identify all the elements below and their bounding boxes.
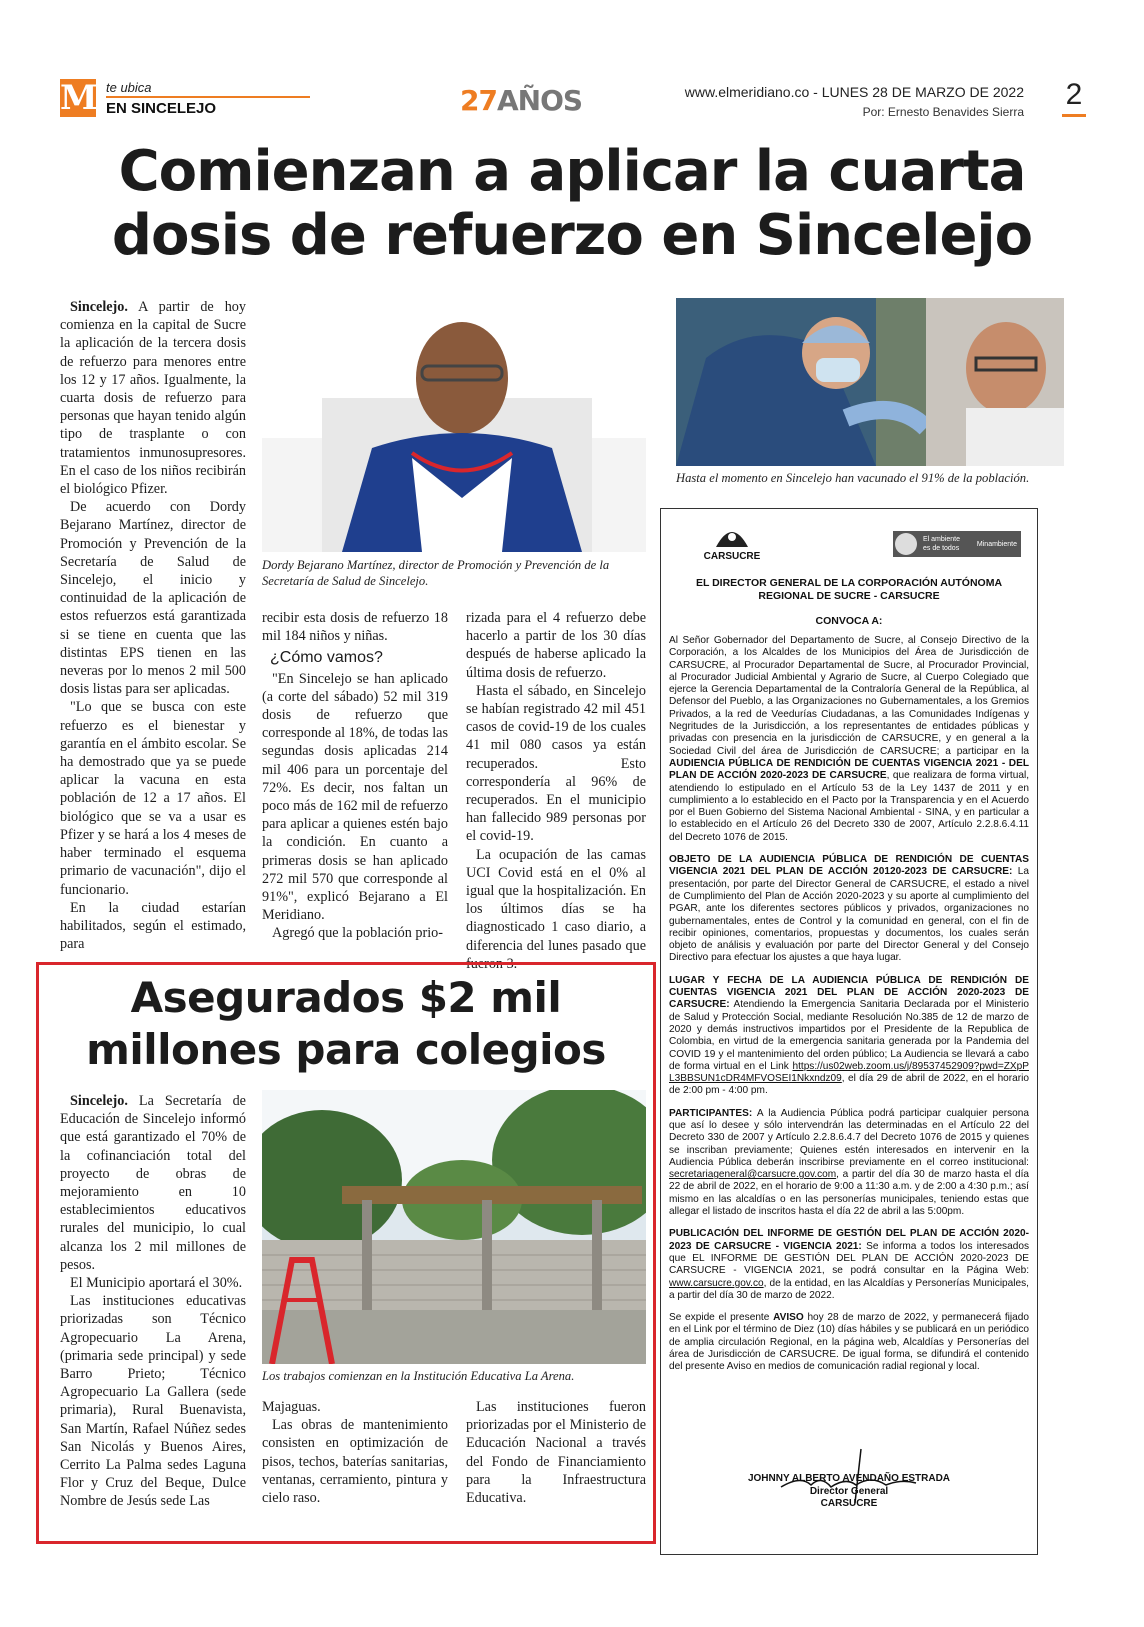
ad-title (671, 577, 1027, 603)
ad-text: , que realizara de forma virtual, atendiendo lo estipulado en el Artículo 53 de la Ley 1437 de 2011 y en cumplimiento a lo establecido en el Pacto por la Transparencia y en el Acuerdo por el Buen Gobierno del Sistema Nacional Ambiental - SINA, y en particular a lo establecido en el Artículo 26 del Decreto 330 de 2007, Artículo 2.2.8.6.4.11 del Decreto 1076 de 2015. (669, 770, 1029, 843)
dateline: www.elmeridiano.co - LUNES 28 DE MARZO DE 2022 (684, 84, 1024, 100)
article1-column-1 (60, 298, 246, 953)
ad-text: Al Señor Gobernador del Departamento de Sucre, al Consejo Directivo de la Corporación, a los Alcaldes de los Municipios del Área de Jurisdicción de CARSUCRE, al Procurador Departamental de Sucre, al Procurador Provincial, al Procurador Judicial Ambiental y Agrario de Sucre, al Cuerpo Colegiado que ejerce la Gerencia Departamental de la Contraloría General de la República, al Defensor del Pueblo, a las Organizaciones no Gubernamentales, a los Gremios Privados, a la red de Veedurías Ciudadanas, a las Comunidades Indígenas y Negritudes de la Jurisdicción, a los representantes de entidades públicas y privadas con presencia en la jurisdicción de CARSUCRE, y en general a la Sociedad Civil del área de Jurisdicción de CARSUCRE; a participar en la (669, 635, 1029, 757)
ad-text: , a partir del día 30 de marzo hasta el día 22 de abril de 2022, en el horario de 9:00 a 11:30 a.m. y de 2:00 a 4:30 p.m.; así mismo en las alcaldías o en las personerías municipales, teniendo estas que allegar el listado de inscritos hasta el día 22 de abril a las 5:00pm. (669, 1169, 1029, 1218)
signer-name: JOHNNY ALBERTO AVENDAÑO ESTRADA (747, 1473, 951, 1484)
ad-convoca: CONVOCA A: (815, 615, 883, 627)
subheading: ¿Cómo vamos? (270, 649, 383, 667)
badge-line: El ambiente (923, 536, 960, 543)
ad-paragraph (669, 1228, 1029, 1302)
paragraph: Agregó que la población prio- (272, 925, 443, 942)
paragraph: Las instituciones fueron priorizadas por el Ministerio de Educación Nacional a través del Fondo de Financiamiento para la Infraestructura Educativa. (466, 1399, 646, 1507)
ad-text: , el día 29 de abril de 2022, en el horario de 2:00 pm - 4:00 pm. (669, 1073, 1029, 1097)
ad-bold-text: PARTICIPANTES: (669, 1107, 753, 1119)
ad-paragraph (669, 854, 1029, 965)
ad-text: Se informa a todos los interesados que EL INFORME DE GESTIÓN DEL PLAN DE ACCIÓN 2020-2023 DE CARSUCRE - VIGENCIA 2021, se podrá consultar en la Página Web: (669, 1240, 1029, 1277)
government-badge (893, 531, 1021, 557)
main-headline: Comienzan a aplicar la cuarta dosis de refuerzo en Sincelejo (111, 139, 1033, 268)
school-construction-image (262, 1090, 646, 1364)
photo-director (262, 298, 646, 552)
article2-column-2 (262, 1398, 448, 1507)
ad-text: hoy 28 de marzo de 2022, y permanecerá fijado en el Link por el término de Diez (10) días hábiles y se publicará en un periódico de amplia circulación Regional, en la página web, Alcaldías y Personerías del área de Jurisdicción de CARSUCRE. De igual forma, se difundirá el contenido del presente Aviso en medios de comunicación radial regional y local. (669, 1312, 1029, 1373)
paragraph (60, 698, 246, 898)
signer-organization: CARSUCRE (820, 1498, 878, 1509)
article1-column-3 (466, 609, 646, 973)
anniversary-word: AÑOS (496, 84, 583, 117)
paragraph (60, 1092, 246, 1274)
email-link[interactable]: secretariageneral@carsucre.gov.com (669, 1169, 837, 1181)
ad-bold-text: OBJETO DE LA AUDIENCIA PÚBLICA DE RENDICIÓN DE CUENTAS VIGENCIA 2021 DEL PLAN DE ACCIÓN 20120-2023 DE CARSUCRE: (669, 854, 1029, 878)
photo-vaccination (676, 298, 1064, 466)
carsucre-logo-text: CARSUCRE (703, 551, 761, 562)
ad-bold-text: PUBLICACIÓN DEL INFORME DE GESTIÓN DEL PLAN DE ACCIÓN 2020-2023 DE CARSUCRE - VIGENCIA 2021: (669, 1228, 1029, 1252)
paragraph-text: Las instituciones educativas priorizadas son Técnico Agropecuario La Arena, (primaria sede principal) y sede Barro Prieto; Técnico Agropecuario La Gallera (sede primaria), Rural Buenavista, San Martín, Rafael Núñez sedes San Nicolás y Buenos Aires, Cerrito La Palma sedes Laguna Flor y Cruz del Beque, Dulce Nombre de Jesús sede Las (60, 1293, 246, 1510)
photo-school-caption: Los trabajos comienzan en la Institución Educativa La Arena. (262, 1369, 575, 1383)
ad-paragraph (669, 635, 1029, 844)
paragraph-text: En la ciudad estarían habilitados, según el estimado, para (60, 899, 246, 953)
ad-text: A la Audiencia Pública podrá participar cualquier persona que así lo desee y sólo intervendrán las determinadas en el Artículo 22 del Decreto 330 de 2007 y Artículo 2.2.8.6.4.7 del Decreto 1076 de 2015 y quienes se inscriban previamente; Quienes estén interesados en intervenir en la Audiencia Pública deberán inscribirse previamente en el correo institucional: (669, 1107, 1029, 1168)
dateline-city: Sincelejo. (70, 299, 128, 315)
ad-title-line: REGIONAL DE SUCRE - CARSUCRE (758, 590, 940, 602)
paragraph-text: El Municipio aportará el 30%. (70, 1275, 243, 1292)
zoom-link[interactable]: https://us02web.zoom.us/j/89537452909?pwd=ZXpPL3BBSUN1cDR4MFVOSEI1Nkxndz09 (669, 1060, 1029, 1085)
section-kicker: te ubica (106, 80, 152, 95)
signature-block (671, 1473, 1027, 1511)
paragraph (60, 498, 246, 698)
ad-title-line: EL DIRECTOR GENERAL DE LA CORPORACIÓN AUTÓNOMA (695, 577, 1003, 589)
article2-column-1 (60, 1092, 246, 1511)
portrait-image (262, 298, 646, 552)
signer-title: Director General (809, 1485, 889, 1497)
ad-body (669, 635, 1029, 1374)
section-rule (106, 96, 310, 98)
paragraph: Hasta el sábado, en Sincelejo se habían registrado 42 mil 451 casos de covid-19 de los cuales 41 mil 080 casos ya están recuperados. Esto correspondería al 96% de recuperados. En el municipio han fallecido 989 personas por el covid-19. (466, 682, 646, 845)
ad-paragraph (669, 1312, 1029, 1373)
page-number: 2 (1065, 78, 1083, 111)
paragraph-text: A partir de hoy comienza en la capital de Sucre la aplicación de la tercera dosis de refuerzo para menores entre los 12 y 17 años. Igualmente, la cuarta dosis de refuerzo para personas que hayan tenido algún tipo de trasplante o con tratamientos inmunosupresores. En el caso de los niños recibirán el biológico Pfizer. (60, 299, 246, 498)
ministry-name: Minambiente (976, 541, 1017, 548)
paragraph (60, 298, 246, 498)
public-notice-ad (660, 508, 1038, 1555)
paragraph-text: La Secretaría de Educación de Sincelejo informó que está garantizado el 70% de la cofinanciación total del proyecto de obras de mejoramiento en 10 establecimientos educativos rurales del municipio, lo cual alcanza los 2 mil millones de pesos. (60, 1093, 246, 1273)
anniversary-logo (460, 84, 583, 118)
section-name: EN SINCELEJO (106, 100, 217, 117)
paragraph-text: "Lo que se busca con este refuerzo es el bienestar y garantía en el ámbito escolar. Se ha demostrado que ya se puede aplicar la vacuna en esta población de 12 a 17 años. El biológico que se va a usar es Pfizer y se hará a los 4 meses de haber terminado el esquema primario de vacunación", dijo el funcionario. (60, 699, 246, 898)
article2-headline: Asegurados $2 mil millones para colegios (86, 973, 606, 1074)
page-number-rule (1062, 114, 1086, 117)
paragraph: recibir esta dosis de refuerzo 18 mil 184 niños y niñas. (262, 610, 448, 645)
paragraph (60, 899, 246, 954)
photo-school-works (262, 1090, 646, 1364)
ad-bold-text: AUDIENCIA PÚBLICA DE RENDICIÓN DE CUENTAS VIGENCIA 2021 - DEL PLAN DE ACCIÓN 2020-2023 DE CARSUCRE (669, 757, 1029, 782)
paragraph (60, 1292, 246, 1510)
ad-text: Se expide el presente (669, 1312, 774, 1324)
article2-column-3 (466, 1398, 646, 1507)
carsucre-logo (697, 521, 767, 561)
paragraph: La ocupación de las camas UCI Covid está en el 0% al igual que la hospitalización. En los últimos días se ha diagnosticado 1 caso diario, a diferencia del lunes pasado que fueron 3. (466, 846, 646, 972)
paragraph-text: De acuerdo con Dordy Bejarano Martínez, director de Promoción y Prevención de la Secretaría de Salud de Sincelejo, el inicio y continuidad de la aplicación de estos refuerzos está garantizada si se tiene en cuenta que las distintas EPS tienen en las neveras por lo menos 2 mil 500 dosis listas para ser aplicadas. (60, 499, 246, 698)
ad-paragraph (669, 975, 1029, 1098)
photo-vaccination-caption: Hasta el momento en Sincelejo han vacunado el 91% de la población. (676, 471, 1030, 485)
ad-bold-text: LUGAR Y FECHA DE LA AUDIENCIA PÚBLICA DE RENDICIÓN DE CUENTAS VIGENCIA 2021 DEL PLAN DE ACCIÓN 2020-2023 DE CARSUCRE: (669, 974, 1029, 1011)
anniversary-number: 27 (460, 84, 497, 117)
newspaper-logo: M (60, 78, 98, 118)
vaccination-image (676, 298, 1064, 466)
ad-paragraph (669, 1108, 1029, 1219)
ad-text: , de la entidad, en las Alcaldías y Personerías Municipales, a partir del día 30 de marzo de 2022. (669, 1277, 1029, 1301)
paragraph (60, 1274, 246, 1292)
paragraph: "En Sincelejo se han aplicado (a corte del sábado) 52 mil 319 dosis de refuerzo que corresponde al 18%, de todas las segundas dosis aplicadas 214 mil 406 para un porcentaje del 72%. Es decir, nos faltan un poco más de 162 mil de refuerzo para aplicar a quienes estén bajo la condición. En cuanto a primeras dosis se han aplicado 272 mil 570 que corresponde al 91%", explicó Bejarano a El Meridiano. (262, 670, 448, 924)
article1-column-2 (262, 609, 448, 943)
paragraph: Las obras de mantenimiento consisten en optimización de pisos, techos, baterías sanitarias, ventanas, cerramiento, pintura y cielo raso. (262, 1417, 448, 1507)
photo-director-caption: Dordy Bejarano Martínez, director de Promoción y Prevención de la Secretaría de Salud de Sincelejo. (262, 558, 610, 588)
ad-text: La presentación, por parte del Director General de CARSUCRE, el estado a nivel de Cumplimiento del Plan de Acción 2020-2023 y su aporte al cumplimiento del PGAR, ante los diferentes sectores públicos y privados, organizaciones no gubernamentales, entes de Control y la comunidad en general, con el fin de recibir opiniones, comentarios, propuestas y documentos, los cuales serán objeto de análisis y evaluación por parte del Director General y del Consejo Directivo para efectuar los ajustes a que haya lugar. (669, 866, 1029, 964)
byline: Por: Ernesto Benavides Sierra (862, 105, 1024, 119)
ad-text: Atendiendo la Emergencia Sanitaria Declarada por el Ministerio de Salud y Protección Social, mediante Resolución No.385 de 12 de marzo de 2020 y demás instructivos impartidos por el Presidente de la Republica de Colombia, en virtud de la emergencia sanitaria generada por la Pandemia del COVID 19 y el mantenimiento del orden público; La Audiencia se llevará a cabo de forma virtual en el Link (669, 999, 1029, 1072)
colombia-shield-icon (895, 533, 917, 555)
dateline-city: Sincelejo. (70, 1093, 128, 1109)
carsucre-emblem-icon (712, 521, 752, 551)
paragraph: Majaguas. (262, 1399, 321, 1415)
website-link[interactable]: www.carsucre.gov.co (669, 1277, 764, 1289)
ad-bold-text: AVISO (773, 1312, 804, 1324)
badge-line: es de todos (923, 545, 960, 552)
paragraph: rizada para el 4 refuerzo debe hacerlo a partir de los 30 días después de haberse aplicado la última dosis de refuerzo. (466, 610, 646, 681)
